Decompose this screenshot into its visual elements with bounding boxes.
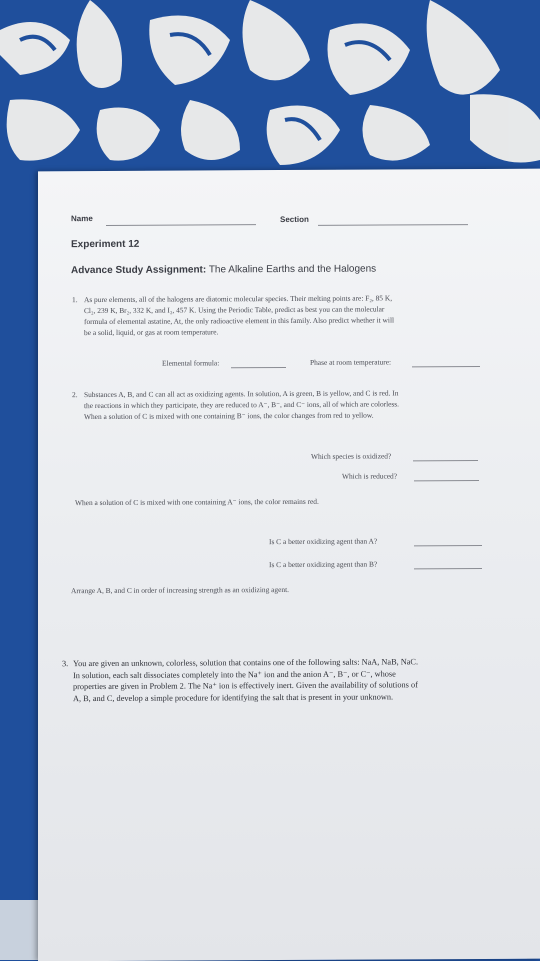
assignment-title-bold: Advance Study Assignment: <box>71 264 207 277</box>
q1-line: formula of elemental astatine, At, the only radioactive element in this family. Also predict whether it will <box>84 315 395 327</box>
q3-text <box>73 656 513 704</box>
elemental-formula-blank[interactable] <box>231 367 286 368</box>
section-blank <box>318 224 468 226</box>
phase-blank[interactable] <box>412 366 480 367</box>
q3-line: properties are given in Problem 2. The Na⁺ ion is effectively inert. Given the availability of solutions of <box>73 680 418 692</box>
oxidized-label: Which species is oxidized? <box>311 451 392 461</box>
q2-text <box>84 387 504 422</box>
q1-line: be a solid, liquid, or gas at room temperature. <box>84 327 219 338</box>
arrange-prompt: Arrange A, B, and C in order of increasing strength as an oxidizing agent. <box>71 585 289 596</box>
assignment-title <box>71 264 376 277</box>
q1-line: As pure elements, all of the halogens are diatomic molecular species. Their melting points are: F₂, 85 K, <box>84 293 393 305</box>
better-than-a-blank[interactable] <box>414 545 482 546</box>
q3-line: You are given an unknown, colorless, solution that contains one of the following salts: NaA, NaB, NaC. <box>73 657 419 669</box>
q3-line: In solution, each salt dissociates completely into the Na⁺ ion and the anion A⁻, B⁻, or C⁻, whose <box>73 668 396 680</box>
q3-line: A, B, and C, develop a simple procedure for identifying the salt that is present in your unknown. <box>73 691 394 703</box>
better-than-b-label: Is C a better oxidizing agent than B? <box>269 559 378 570</box>
mix-a-statement: When a solution of C is mixed with one containing A⁻ ions, the color remains red. <box>75 496 319 508</box>
better-than-b-blank[interactable] <box>414 568 482 569</box>
q2-number: 2. <box>72 390 78 400</box>
better-than-a-label: Is C a better oxidizing agent than A? <box>269 536 378 547</box>
q1-number: 1. <box>72 295 78 305</box>
reduced-blank[interactable] <box>414 480 479 481</box>
oxidized-blank[interactable] <box>413 460 478 461</box>
name-blank <box>106 224 256 226</box>
worksheet-page <box>38 169 540 961</box>
name-label: Name <box>71 214 93 224</box>
q3-number: 3. <box>62 659 69 669</box>
reduced-label: Which is reduced? <box>342 471 397 481</box>
q2-line: When a solution of C is mixed with one containing B⁻ ions, the color changes from red to yellow. <box>84 410 374 422</box>
q2-line: the reactions in which they participate, they are reduced to A⁻, B⁻, and C⁻ ions, all of which are colorless. <box>84 399 400 411</box>
q1-line: Cl₂, 239 K, Br₂, 332 K, and I₂, 457 K. Using the Periodic Table, predict as best you can the molecular <box>84 304 385 316</box>
elemental-formula-label: Elemental formula: <box>162 358 220 368</box>
assignment-title-rest: The Alkaline Earths and the Halogens <box>208 263 377 276</box>
experiment-title: Experiment 12 <box>71 238 140 251</box>
phase-label: Phase at room temperature: <box>310 357 392 367</box>
section-label: Section <box>280 214 309 225</box>
q2-line: Substances A, B, and C can all act as oxidizing agents. In solution, A is green, B is yellow, and C is red. In <box>84 388 399 400</box>
q1-text <box>84 292 504 338</box>
